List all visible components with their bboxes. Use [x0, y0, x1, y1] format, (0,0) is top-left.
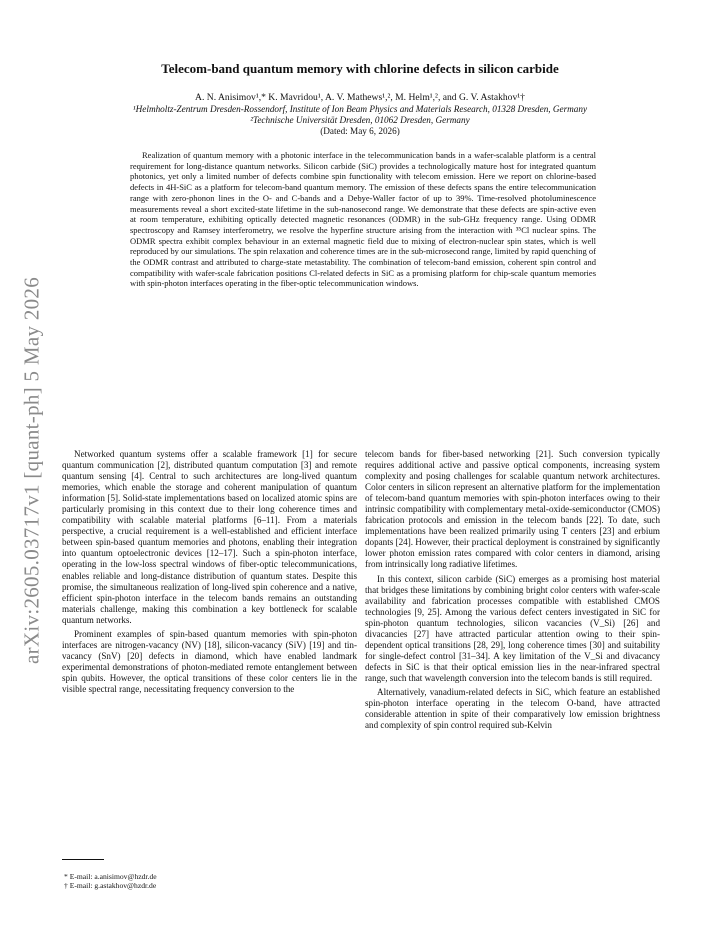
footnote-email-1: * E-mail: a.anisimov@hzdr.de: [64, 872, 157, 881]
paragraph: Prominent examples of spin-based quantum memories with spin-photon interfaces are nitrogen-vacancy (NV) [18], silicon-vacancy (SiV) [19] and tin-vacancy (SnV) [20] defects in diamond, which have enabled landmark experimental demonstrations of photon-mediated remote entanglement between spin qubits. However, the optical transitions of these color centers lie in the visible spectral range, necessitating frequency conversion to the: [62, 628, 357, 694]
paragraph-continued: telecom bands for fiber-based networking [21]. Such conversion typically requires additional active and passive optical components, increasing system complexity and posing challenges for scalable quantum network architectures. Color centers in silicon represent an alternative platform for the implementation of telecom-band quantum memories with spin-photon interfaces owing to their intrinsic compatibility with complementary metal-oxide-semiconductor (CMOS) fabrication protocols and emission in the telecom bands [22]. To date, such implementations have been realized primarily using T centers [23] and erbium dopants [24]. However, their practical deployment is constrained by significantly lower photon emission rates compared with color centers in diamond, arising from intrinsically long radiative lifetimes.: [365, 449, 660, 570]
body-column-left: [62, 449, 357, 698]
author-list: A. N. Anisimov¹,* K. Mavridou¹, A. V. Mathews¹,², M. Helm¹,², and G. V. Astakhov¹†: [195, 92, 525, 103]
footnote-email-2: † E-mail: g.astakhov@hzdr.de: [64, 881, 157, 890]
paragraph: In this context, silicon carbide (SiC) emerges as a promising host material that bridges these limitations by combining bright color centers with wafer-scale availability and fabrication processes compatible with established CMOS technologies [9, 25]. Among the various defect centers investigated in SiC for spin-photon quantum technologies, silicon vacancies (V_Si) [26] and divacancies [27] have attracted particular attention owing to their spin-dependent optical transitions [28, 29], long coherence times [30] and suitability for single-defect control [31–34]. A key limitation of the V_Si and divacancy defects in SiC is that their optical emission lies in the near-infrared spectral range, such that wavelength conversion into the telecom bands is still required.: [365, 573, 660, 683]
abstract: [130, 150, 596, 289]
paragraph: Networked quantum systems offer a scalable framework [1] for secure quantum communication [2], distributed quantum computation [3] and remote quantum sensing [4]. Central to such architectures are long-lived quantum memories, which enable the storage and coherent manipulation of quantum information [5]. Solid-state implementations based on localized atomic spins are particularly promising in this context due to their long coherence times and compatibility with scalable material platforms [6–11]. From a materials perspective, a crucial requirement is a well-established and efficient interface between spin-based quantum memories and photons, enabling their integration into quantum optoelectronic devices [12–17]. Such a spin-photon interface, operating in the low-loss spectral windows of fiber-optic telecommunications, enables reliable and long-distance distribution of quantum states. Despite this promise, the simultaneous realization of long-lived spin coherence and a native, efficient spin-photon interface in the telecom bands remains an outstanding materials challenge, making this combination a key bottleneck for scalable quantum networks.: [62, 449, 357, 625]
footnote-divider: [62, 859, 104, 860]
affiliation-1: ¹Helmholtz-Zentrum Dresden-Rossendorf, Institute of Ion Beam Physics and Materials Research, 01328 Dresden, Germany: [132, 104, 588, 114]
paragraph: Alternatively, vanadium-related defects in SiC, which feature an established spin-photon interface operating in the telecom O-band, have attracted considerable attention in spite of their comparatively low emission brightness and complexity of spin control required sub-Kelvin: [365, 686, 660, 731]
paper-title: Telecom-band quantum memory with chlorine defects in silicon carbide: [161, 61, 559, 76]
affiliation-2: ²Technische Universität Dresden, 01062 Dresden, Germany: [250, 115, 470, 125]
body-column-right: [365, 449, 660, 734]
arxiv-watermark: arXiv:2605.03717v1 [quant-ph] 5 May 2026: [19, 276, 44, 664]
date-line: (Dated: May 6, 2026): [320, 126, 400, 136]
abstract-text: Realization of quantum memory with a photonic interface in the telecommunication bands in a wafer-scalable platform is a central requirement for long-distance quantum networks. Silicon carbide (SiC) provides a technologically mature host for integrated quantum photonics, yet only a limited number of defects combine spin functionality with telecom emission. Here we report on chlorine-based defects in 4H-SiC as a platform for telecom-band quantum memory. The emission of these defects spans the entire telecommunication range with zero-phonon lines in the O- and C-bands and a Debye-Waller factor of up to 39%. Time-resolved photoluminescence measurements reveal a short excited-state lifetime in the sub-nanosecond range. We demonstrate that these defects are spin-active even at room temperature, exhibiting optically detected magnetic resonances (ODMR) in the sub-GHz frequency range. Using ODMR spectroscopy and Ramsey interferometry, we resolve the hyperfine structure arising from the interaction with ³⁵Cl nuclear spins. The ODMR spectra exhibit complex behaviour in an external magnetic field due to mixing of electron-nuclear spin states, which is well reproduced by our simulations. The spin relaxation and coherence times are in the sub-microsecond range, limited by rapid quenching of the ODMR contrast and attributed to charge-state metastability. The combination of telecom-band emission, coherent spin control and compatibility with wafer-scale fabrication positions Cl-related defects in SiC as a promising platform for chip-scale quantum memories with spin-photon interfaces operating in the fiber-optic telecommunication windows.: [130, 150, 596, 289]
